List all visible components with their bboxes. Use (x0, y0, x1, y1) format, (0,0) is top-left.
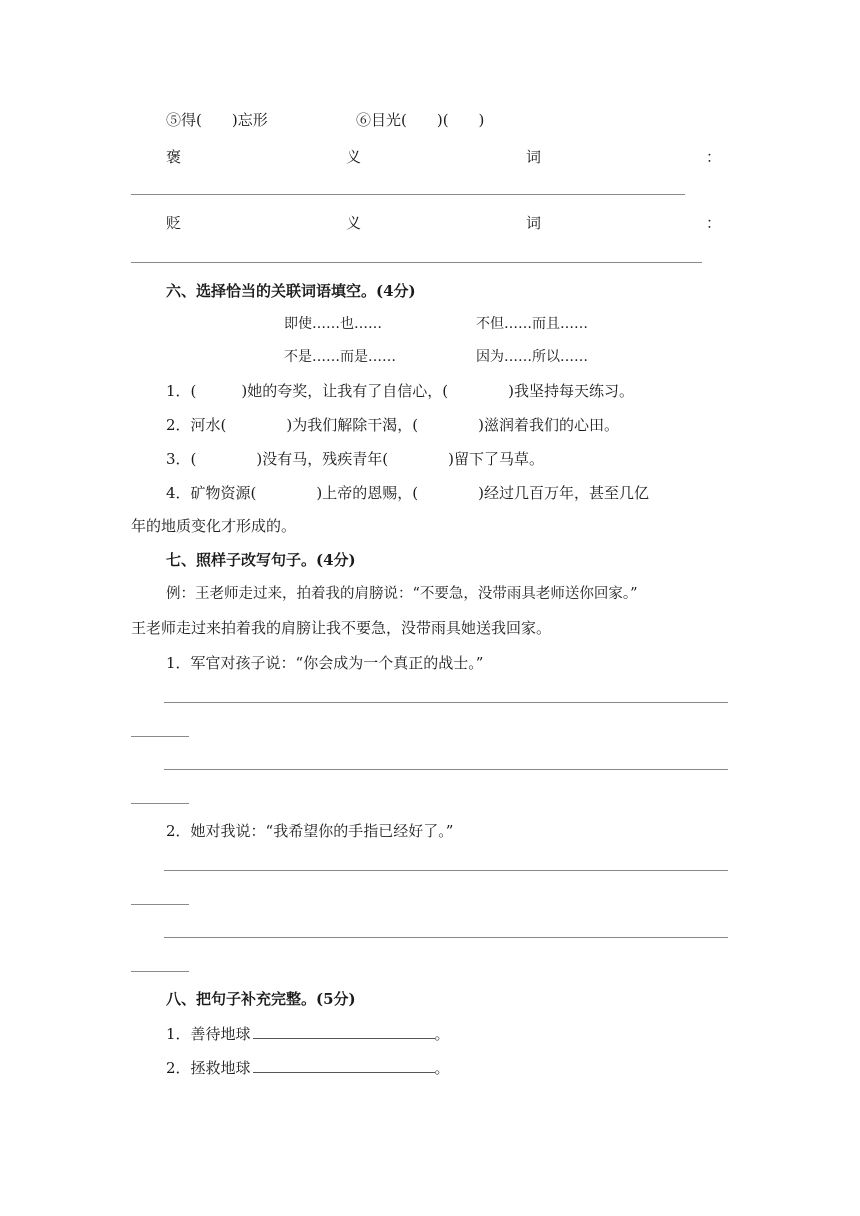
idiom-item-5: ⑤得( )忘形 (166, 111, 268, 129)
complete-item-2-end: 。 (434, 1059, 450, 1077)
derog-word-line (166, 213, 721, 233)
answer-line-1d[interactable] (131, 803, 189, 804)
complete-item-1-blank[interactable] (253, 1023, 435, 1039)
derog-char-3: 词 (525, 214, 541, 232)
derog-char-2: 义 (345, 214, 361, 232)
answer-line-2d[interactable] (131, 971, 189, 972)
conjunction-option-2: 不但……而且…… (476, 316, 588, 332)
conjunction-option-3: 不是……而是…… (284, 349, 396, 365)
conjunction-option-1: 即使……也…… (284, 316, 382, 332)
example-answer: 王老师走过来拍着我的肩膀让我不要急，没带雨具她送我回家。 (131, 619, 552, 637)
praise-word-line (166, 147, 721, 167)
praise-char-1: 褒 (166, 148, 182, 166)
answer-line-1b[interactable] (131, 736, 189, 737)
example-sentence: 例：王老师走过来，拍着我的肩膀说：“不要急，没带雨具老师送你回家。” (166, 586, 638, 602)
complete-item-1-prefix: 1．善待地球 (166, 1025, 251, 1043)
complete-item-1 (166, 1023, 450, 1044)
answer-line-1a[interactable] (164, 702, 728, 703)
fill-item-4-cont: 年的地质变化才形成的。 (131, 517, 297, 535)
section-7-title: 七、照样子改写句子。(4分) (166, 551, 356, 569)
conjunction-option-4: 因为……所以…… (476, 349, 588, 365)
answer-line-2c[interactable] (164, 937, 728, 938)
section-6-title: 六、选择恰当的关联词语填空。(4分) (166, 282, 416, 300)
praise-answer-line[interactable] (131, 194, 685, 195)
fill-item-3: 3．( )没有马，残疾青年( )留下了马草。 (166, 450, 544, 468)
answer-line-2a[interactable] (164, 870, 728, 871)
rewrite-question-1: 1．军官对孩子说：“你会成为一个真正的战士。” (166, 654, 484, 672)
praise-char-2: 义 (345, 148, 361, 166)
derog-char-1: 贬 (166, 214, 182, 232)
complete-item-2-prefix: 2．拯救地球 (166, 1059, 251, 1077)
fill-item-4: 4．矿物资源( )上帝的恩赐，( )经过几百万年，甚至几亿 (166, 484, 649, 502)
section-8-title: 八、把句子补充完整。(5分) (166, 990, 356, 1008)
praise-char-3: 词 (525, 148, 541, 166)
answer-line-1c[interactable] (164, 769, 728, 770)
idiom-item-6: ⑥目光( )( ) (356, 111, 485, 129)
complete-item-1-end: 。 (434, 1025, 450, 1043)
complete-item-2-blank[interactable] (253, 1057, 435, 1073)
fill-item-2: 2．河水( )为我们解除干渴，( )滋润着我们的心田。 (166, 416, 619, 434)
answer-line-2b[interactable] (131, 904, 189, 905)
rewrite-question-2: 2．她对我说：“我希望你的手指已经好了。” (166, 822, 454, 840)
praise-char-4: ： (705, 148, 721, 166)
derog-answer-line[interactable] (131, 262, 702, 263)
complete-item-2 (166, 1057, 450, 1078)
derog-char-4: ： (705, 214, 721, 232)
fill-item-1: 1．( )她的夸奖，让我有了自信心，( )我坚持每天练习。 (166, 382, 634, 400)
